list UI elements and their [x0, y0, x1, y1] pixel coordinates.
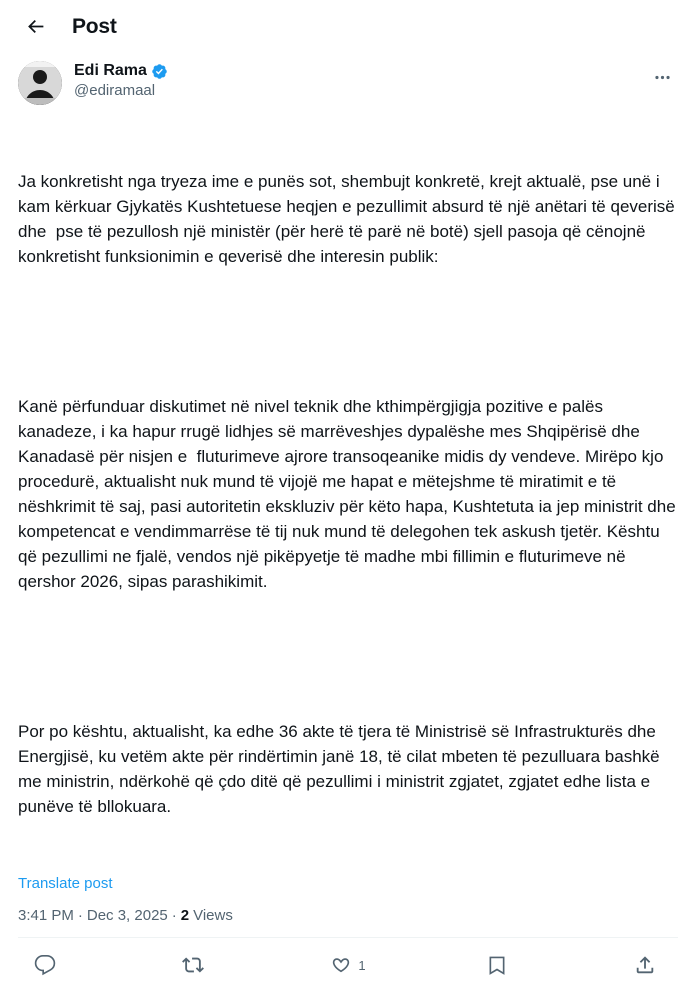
retweet-button[interactable] — [178, 950, 214, 980]
post-time: 3:41 PM — [18, 907, 74, 924]
reply-button[interactable] — [30, 950, 66, 980]
avatar-image — [18, 61, 62, 105]
page-title: Post — [72, 14, 117, 38]
post-date: Dec 3, 2025 — [86, 907, 168, 924]
author-names — [74, 61, 168, 101]
action-bar — [0, 938, 696, 994]
bookmark-button[interactable] — [482, 950, 518, 980]
post-text — [18, 119, 681, 869]
ellipsis-icon — [653, 68, 672, 87]
back-button[interactable] — [18, 10, 52, 44]
verified-badge-icon — [151, 63, 168, 80]
avatar[interactable] — [18, 61, 62, 105]
more-options-button[interactable] — [646, 61, 678, 93]
post-paragraph-3: Por po kështu, aktualisht, ka edhe 36 akte të tjera të Ministrisë së Infrastrukturës dhe Energjisë, ku vetëm akte për rindërtimin janë 18, të cilat mbeten të pezulluara bashkë me ministrin, ndërkohë që çdo ditë që pezullimi i ministrit zgjatet, zgjatet edhe lista e punëve të bllokuara. — [18, 722, 665, 816]
meta-separator-1: · — [77, 907, 83, 924]
post-metadata — [18, 907, 678, 924]
author-display-name: Edi Rama — [74, 62, 147, 79]
page-header — [0, 0, 696, 53]
retweet-icon — [182, 954, 204, 976]
author-row — [18, 53, 678, 105]
translate-post-link[interactable]: Translate post — [18, 875, 113, 892]
heart-icon — [330, 954, 352, 976]
share-button[interactable] — [630, 950, 666, 980]
bookmark-icon — [486, 954, 508, 976]
author-name-line[interactable] — [74, 61, 168, 81]
like-button[interactable] — [326, 950, 369, 980]
paragraph-spacer — [18, 319, 678, 344]
post-paragraph-1: Ja konkretisht nga tryeza ime e punës sot, shembujt konkretë, krejt aktualë, pse unë i kam kërkuar Gjykatës Kushtetuese heqjen e pezullimit absurd të një anëtari të qeverisë dhe pse të pezullosh një ministër (për herë të parë në botë) sjell pasoja që cënojnë konkretisht funksionimin e qeverisë dhe interesin publik: — [18, 172, 680, 266]
like-count: 1 — [358, 957, 366, 973]
post-paragraph-2: Kanë përfunduar diskutimet në nivel teknik dhe kthimpërgjigja pozitive e palës kanadeze, i ka hapur rrugë lidhjes së marrëveshjes dypalëshe mes Shqipërisë dhe Kanadasë për nisjen e fluturimeve ajrore transoqeanike midis dy vendeve. Mirëpo kjo procedurë, aktualisht nuk mund të vijojë me hapat e mëtejshme të miratimit e të nëshkrimit të saj, pasi autoritetin ekskluziv për këto hapa, Kushtetuta ia jep ministrit dhe kompetencat e vendimmarrëse të tij nuk mund të delegohen tek askush tjetër. Kështu që pezullimi ne fjalë, vendos një pikëpyetje të madhe mbi fillimin e fluturimeve në qershor 2026, sipas parashikimit. — [18, 397, 681, 591]
arrow-left-icon — [25, 16, 46, 37]
post-container — [0, 53, 696, 938]
author-handle[interactable]: @ediramaal — [74, 82, 156, 99]
meta-separator-2: · — [171, 907, 177, 924]
views-count[interactable]: 2 — [180, 907, 190, 924]
views-label: Views — [193, 907, 233, 924]
paragraph-spacer — [18, 644, 678, 669]
share-icon — [634, 954, 656, 976]
comment-icon — [34, 954, 56, 976]
